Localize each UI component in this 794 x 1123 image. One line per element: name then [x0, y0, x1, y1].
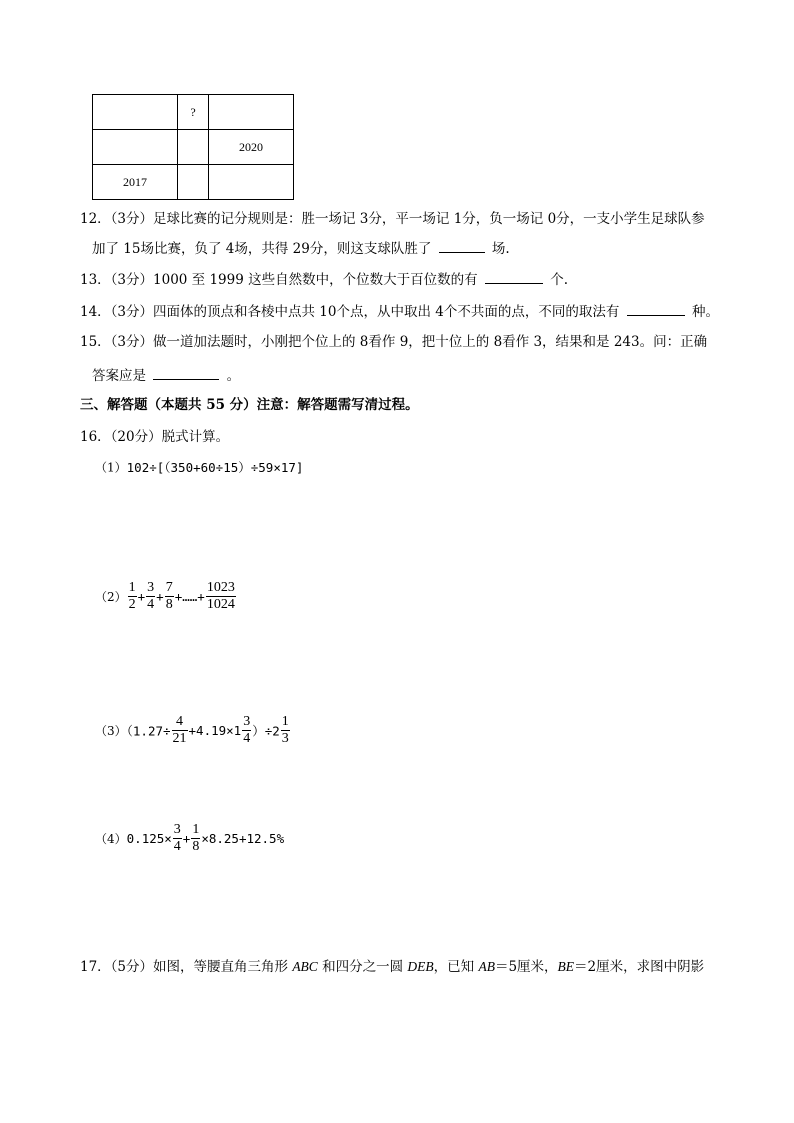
q17-text: ＝2厘米，求图中阴影 [574, 959, 705, 975]
table-row [93, 130, 294, 165]
arc-label: DEB [407, 959, 434, 974]
table-cell: ? [178, 95, 209, 130]
answer-blank[interactable] [153, 366, 219, 380]
fraction: $\frac{3}{4}$ [243, 714, 251, 746]
table-cell: 2017 [93, 165, 178, 200]
q12-line2 [92, 239, 510, 258]
table-row [93, 95, 294, 130]
fraction: $\frac{3}{4}$ [147, 580, 155, 612]
answer-blank[interactable] [627, 302, 685, 316]
answer-blank[interactable] [485, 270, 543, 284]
segment-label: BE [557, 959, 575, 974]
q16-part1 [95, 458, 303, 476]
q14-line [80, 302, 719, 321]
q15-suffix: 。 [226, 368, 241, 384]
q17-text: 和四分之一圆 [317, 959, 408, 975]
operator: +……+ [174, 589, 205, 604]
q14-suffix: 种。 [691, 304, 719, 320]
q17-line [80, 958, 704, 976]
table-cell [209, 165, 294, 200]
table-row [93, 165, 294, 200]
table-cell [93, 130, 178, 165]
fraction: $\frac{1}{8}$ [192, 822, 200, 854]
section-title: 三、解答题（本题共 55 分）注意：解答题需写清过程。 [80, 397, 419, 413]
q17-text: 17．（5分）如图，等腰直角三角形 [80, 959, 293, 975]
q13-line [80, 270, 568, 289]
fraction: $\frac{1}{2}$ [128, 580, 136, 612]
puzzle-table [92, 94, 294, 200]
q15-text: 答案应是 [92, 368, 146, 384]
q16-part2 [95, 580, 237, 613]
part-label: （3） [95, 724, 127, 738]
q16-part3 [95, 714, 291, 747]
q12-line1: 12．（3分）足球比赛的记分规则是：胜一场记 3分，平一场记 1分，负一场记 0分，一支小学生足球队参 [80, 211, 705, 227]
table-cell [209, 95, 294, 130]
q14-text: 14．（3分）四面体的顶点和各棱中点共 10个点，从中取出 4个不共面的点，不同的取法有 [80, 304, 620, 320]
q17-text: ＝5厘米， [494, 959, 558, 975]
table-cell: 2020 [209, 130, 294, 165]
operator: + [137, 589, 146, 604]
q16-title: 16．（20分）脱式计算。 [80, 429, 230, 445]
fraction: $\frac{3}{4}$ [173, 822, 181, 854]
table-cell [178, 130, 209, 165]
q15-line1: 15．（3分）做一道加法题时，小刚把个位上的 8看作 9，把十位上的 8看作 3，结果和是 243。问：正确 [80, 334, 708, 350]
fraction: $\frac{4}{21}$ [172, 714, 187, 746]
expression: ）÷2 [252, 723, 280, 739]
segment-label: AB [478, 959, 495, 974]
part-label: （4） [95, 832, 127, 846]
fraction: $\frac{7}{8}$ [165, 580, 173, 612]
expression: 0.125× [126, 831, 172, 846]
answer-blank[interactable] [439, 239, 485, 253]
q12-text: 加了 15场比赛，负了 4场，共得 29分，则这支球队胜了 [92, 241, 432, 257]
q17-text: ，已知 [433, 959, 479, 975]
q15-line2 [92, 366, 240, 385]
expression: （1.27÷ [126, 723, 171, 739]
operator: + [156, 589, 164, 604]
q12-suffix: 场. [491, 241, 510, 257]
expression: ×8.25+12.5% [201, 831, 285, 846]
q13-text: 13．（3分）1000 至 1999 这些自然数中，个位数大于百位数的有 [80, 272, 478, 288]
q16-part4 [95, 822, 284, 855]
table-cell [93, 95, 178, 130]
expression: +4.19×1 [188, 723, 242, 738]
operator: + [182, 831, 191, 846]
fraction: $\frac{1023}{1024}$ [206, 580, 235, 612]
part-label: （2） [95, 590, 127, 604]
triangle-label: ABC [292, 959, 318, 974]
q13-suffix: 个. [550, 272, 568, 288]
expression: 102÷[（350+60÷15）÷59×17] [126, 460, 304, 475]
table-cell [178, 165, 209, 200]
fraction: $\frac{1}{3}$ [281, 714, 289, 746]
part-label: （1） [95, 460, 127, 475]
